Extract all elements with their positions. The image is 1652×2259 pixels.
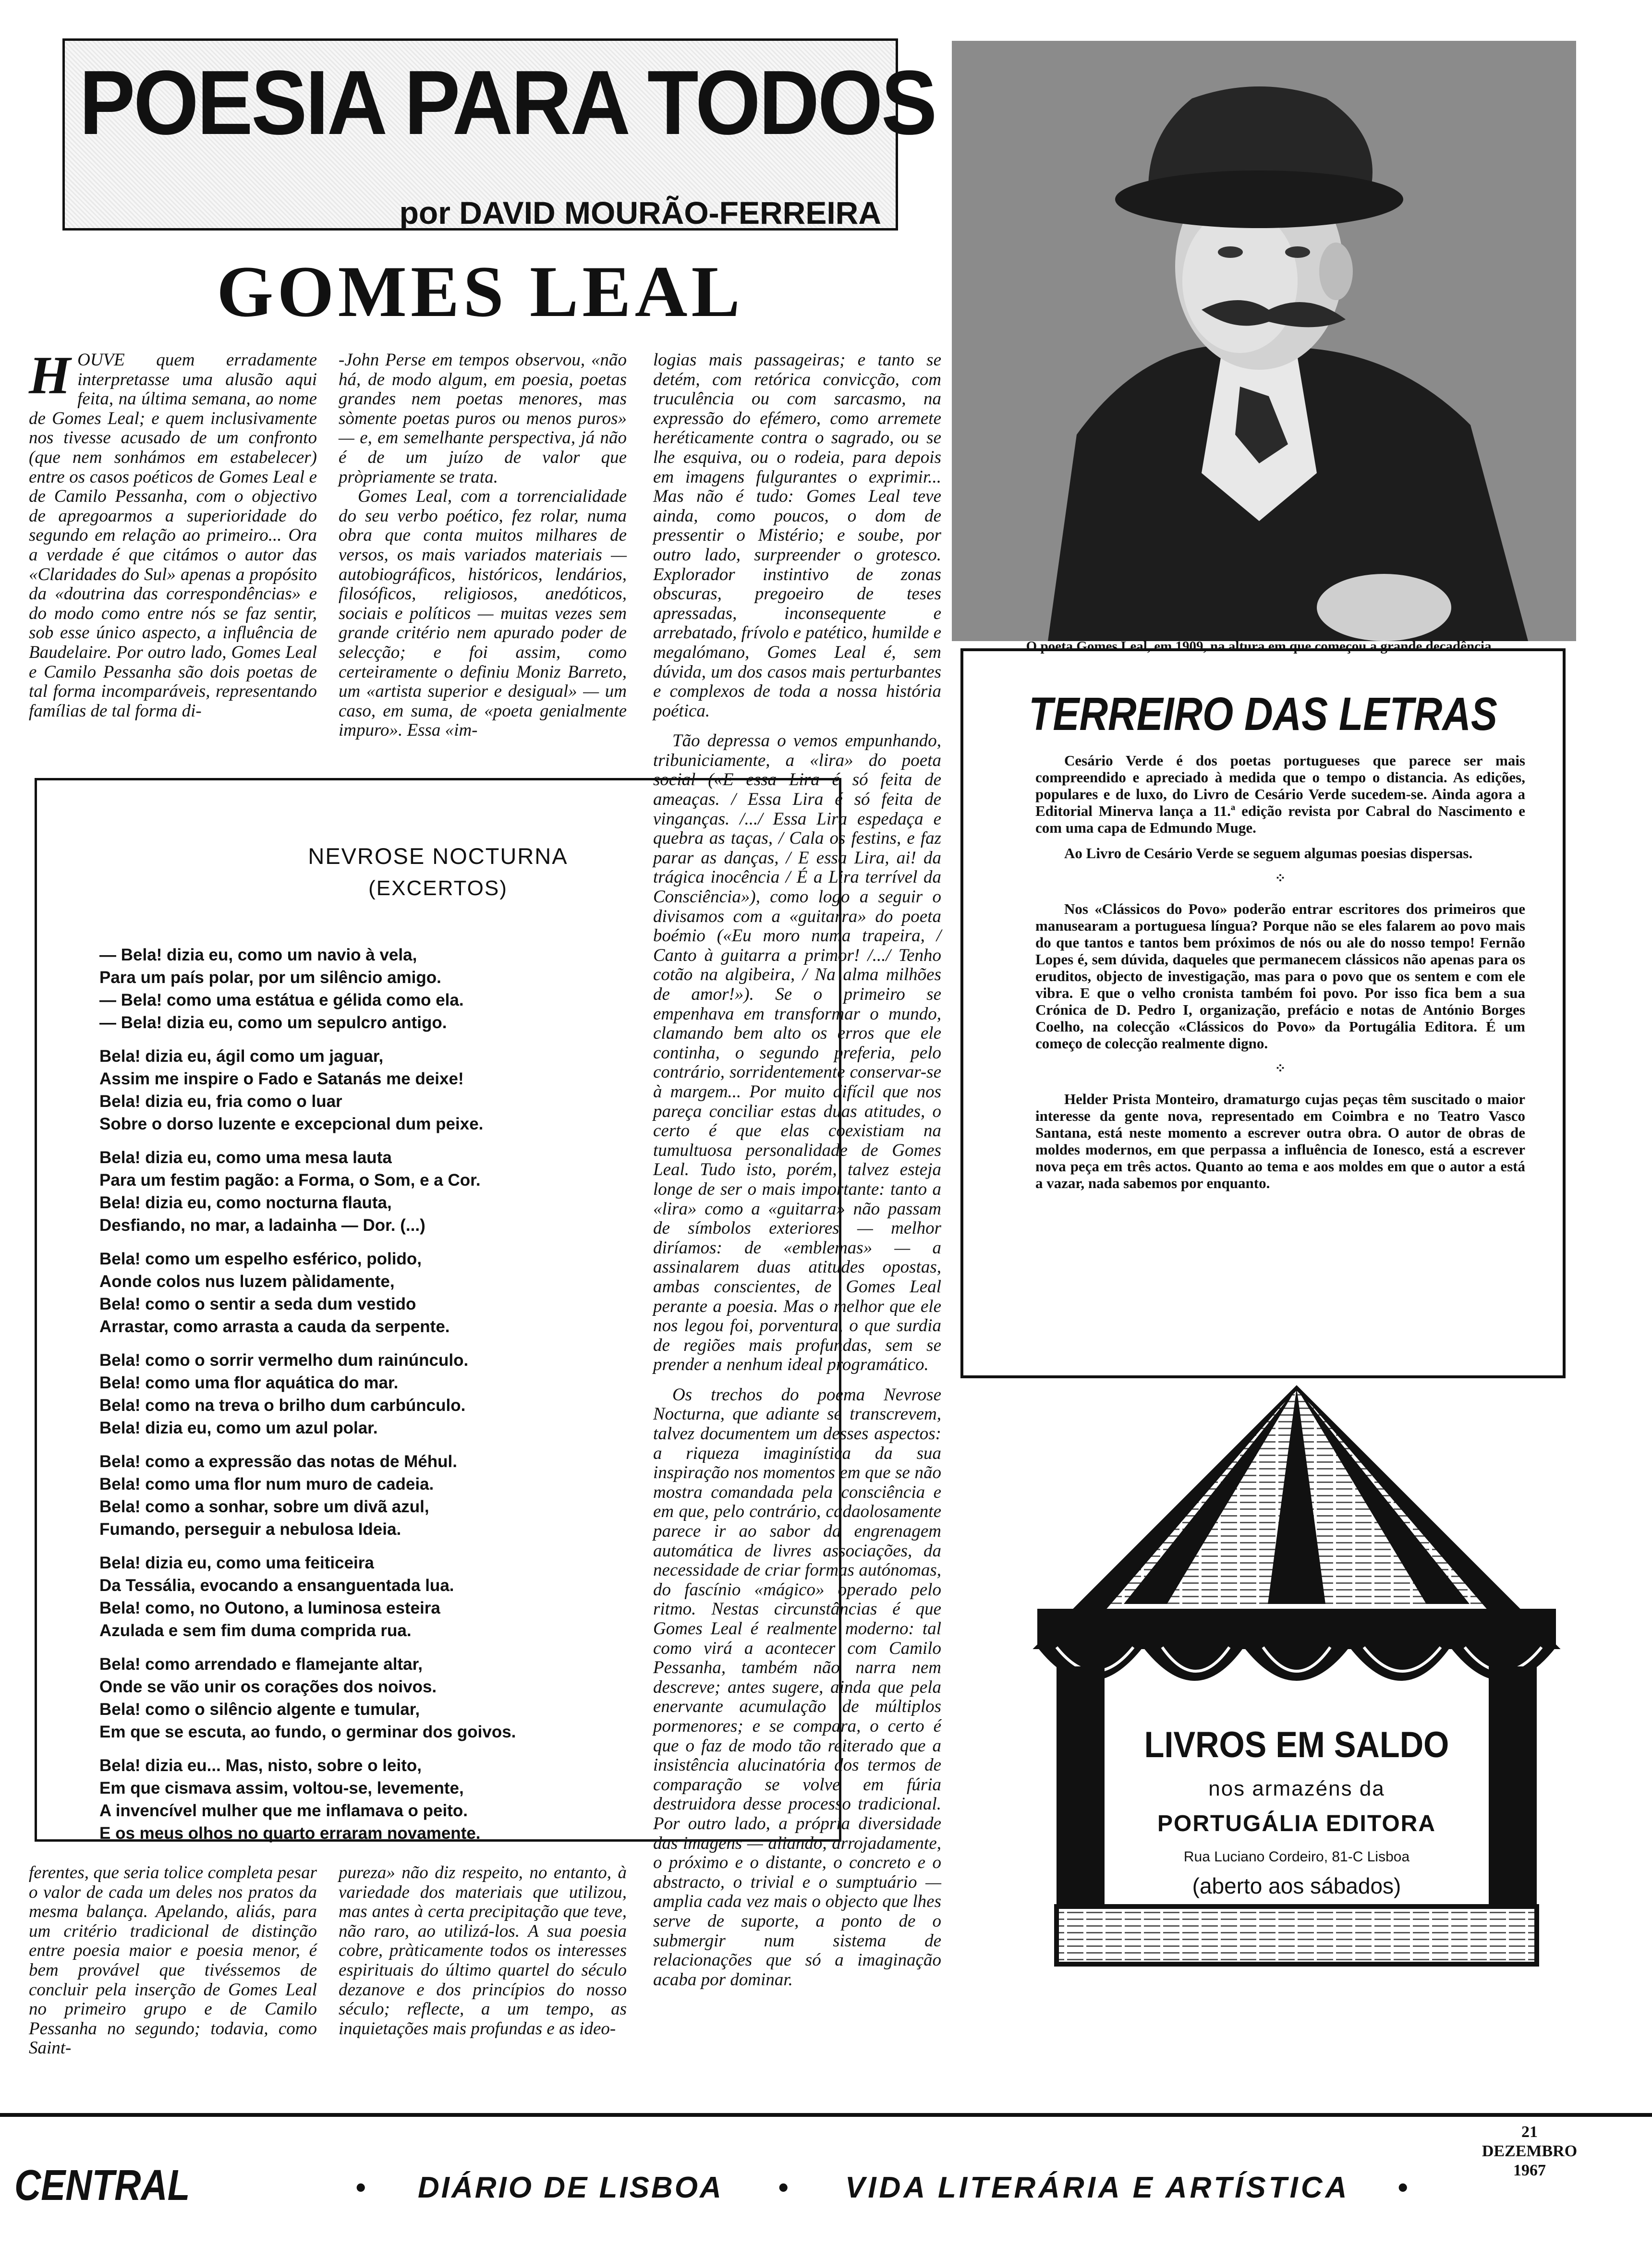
poem-subtitle: (EXCERTOS)	[368, 876, 508, 900]
poem-line: Em que cismava assim, voltou-se, levemente,	[99, 1779, 464, 1797]
poem-line: — Bela! como uma estátua e gélida como ela.	[99, 991, 464, 1009]
poem-line: Bela! dizia eu, fria como o luar	[99, 1092, 342, 1111]
article-column-1-bottom	[29, 1863, 317, 2058]
footer-bullet: •	[1397, 2171, 1408, 2203]
poem-line: Bela! dizia eu, como nocturna flauta,	[99, 1193, 392, 1212]
poem-line: Bela! como a expressão das notas de Méhul.	[99, 1452, 457, 1471]
photo-portrait	[952, 41, 1576, 641]
poem-line: Da Tessália, evocando a ensanguentada lua.	[99, 1576, 454, 1595]
footer-newspaper: DIÁRIO DE LISBOA	[418, 2171, 723, 2204]
poem-stanza	[99, 1552, 454, 1642]
poem-line: Onde se vão unir os corações dos noivos.	[99, 1677, 437, 1696]
poem-line: Desfiando, no mar, a ladainha — Dor. (...)	[99, 1216, 425, 1235]
poem-line: Sobre o dorso luzente e excepcional dum peixe.	[99, 1115, 484, 1133]
footer-bullet: •	[778, 2171, 789, 2203]
footer-central: CENTRAL	[14, 2162, 190, 2210]
poem-line: Bela! como a sonhar, sobre um divã azul,	[99, 1497, 429, 1516]
dropcap: H	[29, 346, 71, 405]
ad-publisher: PORTUGÁLIA EDITORA	[1157, 1811, 1436, 1836]
terreiro-box	[960, 648, 1566, 1378]
photo-caption: O poeta Gomes Leal, em 1909, na altura em que começou a grande decadência...	[1026, 639, 1502, 654]
poem-line: Bela! dizia eu, ágil como um jaguar,	[99, 1047, 384, 1066]
terreiro-paragraph: Cesário Verde é dos poetas portugueses que parece ser mais compreendido e apreciado à medida que o tempo o distancia. As edições, populares e de luxo, do Livro de Cesário Verde sucedem-se. Ainda agora a Editorial Minerva lança a 11.ª edição revista por Cabral do Nascimento e com uma capa de Edmundo Muge.	[1035, 752, 1525, 836]
poem-line: Arrastar, como arrasta a cauda da serpente.	[99, 1317, 450, 1336]
column-2c-text: pureza» não diz respeito, no entanto, à variedade dos materiais que utilizou, mas antes à certa precipitação que teve, não raro, ao utilizá-los. A sua poesia cobre, pràticamente todos os interesses espirituais do último quartel do século dezanove e dos princípios do nosso século; reflecte, a um tempo, as inquietações mais profundas e as ideo-	[339, 1863, 627, 2039]
poem-line: Bela! como o sorrir vermelho dum rainúnculo.	[99, 1351, 469, 1370]
poem-stanza	[99, 1349, 468, 1439]
poem-line: Bela! dizia eu, como uma mesa lauta	[99, 1148, 392, 1167]
footer-bullet: •	[355, 2171, 366, 2203]
separator-icon: ⁘	[1275, 1061, 1286, 1076]
poem-stanza	[99, 1754, 481, 1845]
footer-rule	[0, 2113, 1652, 2117]
poem-line: Bela! como uma flor num muro de cadeia.	[99, 1475, 434, 1494]
column-3a-text: logias mais passageiras; e tanto se detém, com retórica convicção, com truculência ou com sarcasmo, na expressão do efémero, como arremete heréticamente contra o sagrado, ou se lhe esquiva, ou o rodeia, para depois em imagens fulgurantes o exprimir... Mas não é tudo: Gomes Leal teve ainda, como poucos, o dom de pressentir o Mistério; e soube, por outro lado, surpreender o grotesco. Explorador instintivo de zonas obscuras, pregoeiro de teses apressadas, inconsequente e arrebatado, frívolo e patético, humilde e megalómano, Gomes Leal é, sem dúvida, um dos casos mais perturbantes e complexos de toda a nossa história poética.	[653, 350, 941, 721]
section-title: POESIA PARA TODOS	[79, 52, 935, 154]
poet-photograph	[952, 41, 1576, 641]
poem-stanza	[99, 1248, 450, 1338]
column-1b-text: ferentes, que seria tolice completa pesar o valor de cada um deles nos pratos da mesma balança. Apelando, aliás, para um critério tradicional de distinção entre poesia maior e poesia menor, é bem provável que tivéssemos de concluir pela inserção de Gomes Leal no primeiro grupo e de Camilo Pessanha no segundo; todavia, como Saint-	[29, 1863, 317, 2058]
separator-icon: ⁘	[1275, 871, 1286, 886]
footer-date	[1470, 2123, 1590, 2180]
poem-line: Fumando, perseguir a nebulosa Ideia.	[99, 1520, 401, 1539]
poem-stanza	[99, 1653, 516, 1743]
poem-box	[35, 778, 841, 1842]
article-column-2	[339, 351, 627, 741]
poem-line: A invencível mulher que me inflamava o peito.	[99, 1801, 468, 1820]
poem-line: Aonde colos nus luzem pàlidamente,	[99, 1272, 395, 1291]
footer-section: VIDA LITERÁRIA E ARTÍSTICA	[845, 2171, 1350, 2204]
footer-month: DEZEMBRO	[1482, 2142, 1578, 2160]
article-headline: GOMES LEAL	[217, 251, 744, 332]
terreiro-paragraph: Helder Prista Monteiro, dramaturgo cujas peças têm suscitado o maior interesse da gente nova, representado em Coimbra e no Teatro Vasco Santana, está neste momento a escrever outra obra. O autor de obras de moldes modernos, em que perpassa a influência de Ionesco, está a escrever nova peça em três actos. Quanto ao tema e aos moldes em que o autor a está a vazar, nada sabemos por enquanto.	[1035, 1091, 1525, 1191]
poem-line: Bela! como na treva o brilho dum carbúnculo.	[99, 1396, 466, 1415]
terreiro-body	[1035, 752, 1525, 1200]
poem-line: Bela! dizia eu... Mas, nisto, sobre o leito,	[99, 1756, 422, 1775]
article-column-2-bottom	[339, 1863, 627, 2039]
poem-line: Azulada e sem fim duma comprida rua.	[99, 1621, 412, 1640]
article-column-1	[29, 346, 317, 721]
poem-line: Bela! como o sentir a seda dum vestido	[99, 1295, 416, 1313]
poem-stanza	[99, 1045, 483, 1135]
poem-line: — Bela! dizia eu, como um sepulcro antigo.	[99, 1013, 447, 1032]
poem-line: Bela! como o silêncio algente e tumular,	[99, 1700, 420, 1719]
terreiro-paragraph: Nos «Clássicos do Povo» poderão entrar escritores dos primeiros que manusearam a portuguesa língua? Porque não se eles falarem ao povo mais do que tantos e tantos bem próximos de nós ou ale do nosso tempo! Fernão Lopes é, sem dúvida, daqueles que permanecem clássicos não apenas para os eruditos, objecto de investigação, mas para o povo que os sentem e com ele vibra. E que o velho cronista também foi povo. Por isso fica bem a sua Crónica de D. Pedro I, organização, prefácio e notas de António Borges Coelho, na colecção «Clássicos do Povo» da Portugália Editora. É um começo de colecção realmente digno.	[1035, 900, 1525, 1052]
byline: por DAVID MOURÃO-FERREIRA	[399, 195, 881, 231]
column-2b-text: Gomes Leal, com a torrencialidade do seu verbo poético, fez rolar, numa obra que conta muitos milhares de versos, os mais variados materiais — autobiográficos, históricos, lendários, filosóficos, religiosos, anedóticos, sociais e políticos — muitas vezes sem grande critério nem apurado poder de selecção; e foi assim, como certeiramente o definiu Moniz Barreto, um «artista superior e desigual» — um caso, em suma, de «poeta genialmente impuro». Essa «im-	[339, 486, 627, 741]
poem-line: — Bela! dizia eu, como um navio à vela,	[99, 946, 417, 964]
column-3b-text: Tão depressa o vemos empunhando, tribuniciamente, a «lira» do poeta social («E essa Lira é só feita de ameaças. / Essa Lira é só feita de vinganças. /.../ Essa Lira espedaça e quebra as taças, / Cala os festins, e faz parar as danças, / E essa Lira, ai! da trágica inocência / É a Lira terrível da Consciência»), como logo a seguir o divisamos com a «guitarra» do poeta boémio («Eu moro numa trapeira, / Canto à guitarra a primor! /.../ Tenho cotão na algibeira, / Na alma milhões de amor!»). Se o primeiro se empenhava em transformar o mundo, clamando bem alto os erros que ele continha, o segundo preferia, pelo contrário, sorridentemente conservar-se à margem... Por muito difícil que nos pareça conciliar estas duas atitudes, o certo é que elas coexistiam na tumultuosa personalidade de Gomes Leal. Tudo isto, porém, talvez esteja longe de ser o mais importante: tanto a «lira» como a «guitarra» não passam de símbolos exteriores — melhor diríamos: de «emblemas» — a assinalarem duas atitudes opostas, ambas conscientes, de Gomes Leal perante a poesia. Mas o melhor que ele nos legou foi, porventura, o que surdia de regiões mais profundas, sem se prender a nenhum ideal programático.	[653, 731, 941, 1375]
poem-line: Para um país polar, por um silêncio amigo.	[99, 968, 441, 987]
poem-stanza	[99, 944, 464, 1034]
poem-line: Bela! como uma flor aquática do mar.	[99, 1373, 399, 1392]
ad-title: LIVROS EM SALDO	[1144, 1725, 1449, 1765]
ad-line: nos armazéns da	[1208, 1777, 1385, 1800]
poem-line: Bela! como, no Outono, a luminosa esteira	[99, 1599, 440, 1617]
poem-stanza	[99, 1146, 481, 1237]
bookstore-advertisement	[1028, 1378, 1566, 1964]
column-1-text: OUVE quem erradamente interpretasse uma alusão aqui feita, na última semana, ao nome de Gomes Leal; e quem inclusivamente nos tivesse acusado de um confronto (que nem sonhámos em estabelecer) entre os casos poéticos de Gomes Leal e de Camilo Pessanha, com o objectivo de apregoarmos a superioridade do segundo em relação ao primeiro... Ora a verdade é que citámos o autor das «Claridades do Sul» apenas a propósito da «doutrina das correspondências» e do modo como entre nós se faz sentir, sob esse único aspecto, a influência de Baudelaire. Por outro lado, Gomes Leal e Camilo Pessanha são dois poetas de tal forma incomparáveis, representando famílias de tal forma di-	[29, 350, 317, 721]
footer-year: 1967	[1513, 2162, 1546, 2179]
poem-line: Para um festim pagão: a Forma, o Som, e a Cor.	[99, 1171, 481, 1190]
masthead-box	[62, 38, 935, 231]
ad-hours: (aberto aos sábados)	[1192, 1873, 1401, 1898]
ad-address: Rua Luciano Cordeiro, 81-C Lisboa	[1183, 1849, 1410, 1865]
column-3c-text: Os trechos do poema Nevrose Nocturna, que adiante se transcrevem, talvez documentem um desses aspectos: a riqueza imaginística da sua inspiração nos momentos em que se não mostra comandada pela consciência e em que, pelo contrário, cadaolosamente parece ir ao sabor da engrenagem automática de livres associações, da necessidade de criar formas autónomas, do fascínio «mágico» operado pelo ritmo. Nestas circunstâncias é que Gomes Leal é realmente moderno: tal como virá a acontecer com Camilo Pessanha, também não narra nem descreve; antes sugere, ainda que pela enervante acumulação de múltiplos pormenores; e se compara, o certo é que o faz de modo tão reiterado que a insistência alucinatória dos termos de comparação se volve em fúria destruidora desse processo tradicional. Por outro lado, a própria diversidade das imagens — aliando, arrojadamente, o próximo e o distante, o concreto e o abstracto, o trivial e o sumptuário — amplia cada vez mais o objecto que lhes serve de suporte, a ponto de o submergir num sistema de relacionações que só a imaginação acaba por dominar.	[653, 1385, 941, 1990]
poem-line: Bela! como um espelho esférico, polido,	[99, 1250, 422, 1268]
poem-line: Bela! dizia eu, como uma feiticeira	[99, 1554, 374, 1572]
poem-line: Assim me inspire o Fado e Satanás me deixe!	[99, 1069, 464, 1088]
poem-line: Bela! como arrendado e flamejante altar,	[99, 1655, 423, 1674]
terreiro-title: TERREIRO DAS LETRAS	[1029, 688, 1497, 740]
poem-line: Bela! dizia eu, como um azul polar.	[99, 1419, 378, 1437]
terreiro-paragraph: Ao Livro de Cesário Verde se seguem algumas poesias dispersas.	[1064, 845, 1473, 862]
poem-title: NEVROSE NOCTURNA	[308, 843, 568, 869]
poem-line: Em que se escuta, ao fundo, o germinar dos goivos.	[99, 1723, 516, 1741]
column-2-text: -John Perse em tempos observou, «não há, de modo algum, em poesia, poetas grandes nem poetas menores, mas sòmente poetas puros ou menos puros» — e, em semelhante perspectiva, já não é de um juízo de valor que pròpriamente se trata.	[339, 350, 627, 487]
footer-day: 21	[1521, 2123, 1538, 2141]
poem-stanza	[99, 1450, 457, 1541]
poem-line: E os meus olhos no quarto erraram novamente.	[99, 1824, 481, 1843]
